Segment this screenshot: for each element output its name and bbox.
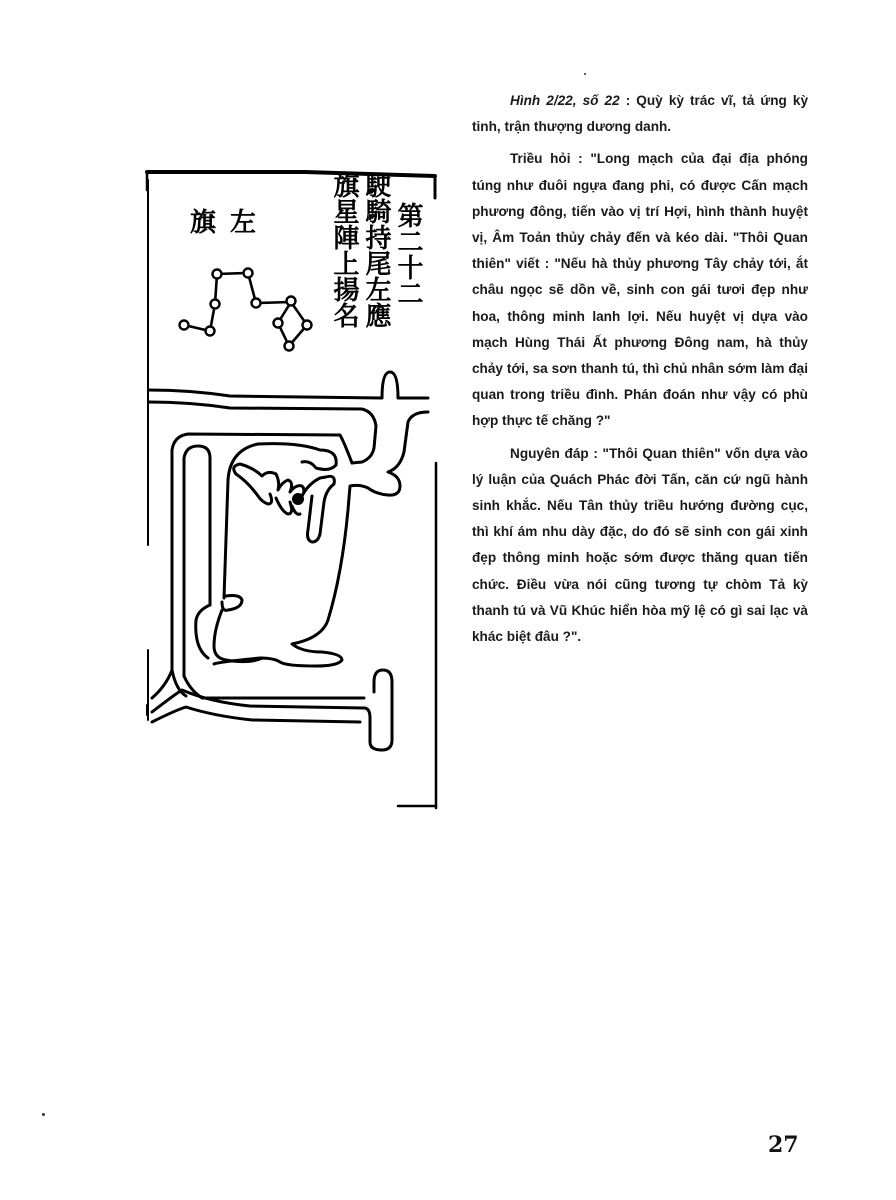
cjk-column-verse-2: 旗星陣上揚名: [329, 172, 359, 328]
paragraph-answer: Nguyên đáp : "Thôi Quan thiên" vốn dựa vào lý luận của Quách Phác đời Tấn, căn cứ ngũ hành sinh khắc. Nếu Tân thủy triều hướng đường cục, thì khí ám nhu dày đặc, do đó sẽ sinh con gái xinh đẹp thông minh hoặc sớm được thăng quan tiến chức. Điều vừa nói cũng tương tự chòm Tả kỳ thanh tú và Vũ Khúc hiển hòa mỹ lệ có gì sai lạc và khác biệt đâu ?".: [472, 445, 808, 645]
geomancy-figure: [130, 150, 450, 820]
caption-label: Hình 2/22, số 22: [510, 93, 620, 108]
body-text: [472, 88, 808, 656]
burial-point: [292, 493, 304, 505]
cjk-column-verse-1: 駛騎持尾左應: [361, 172, 391, 328]
star-constellation: [180, 269, 312, 351]
scan-speck: [584, 73, 586, 75]
scan-speck: [42, 1113, 45, 1116]
mountain-ridge: [234, 464, 335, 542]
cjk-label-zuo-qi: 旗左: [190, 208, 271, 238]
page-number: 27: [768, 1132, 799, 1158]
figure-caption: [472, 88, 808, 140]
cjk-column-title: 第二十二: [393, 202, 423, 306]
water-channels: [149, 372, 428, 750]
caption-body: : Quỳ kỳ trác vĩ, tả ứng kỳ tinh, trận thượng dương danh.: [472, 93, 809, 135]
paragraph-question: Triều hỏi : "Long mạch của đại địa phóng túng như đuôi ngựa đang phi, có được Cấn mạch phương đông, tiến vào vị trí Hợi, hình thành huyệt vị, Âm Toản thủy chảy đến và kéo dài. "Thôi Quan thiên" viết : "Nếu hà thủy phương Tây chảy tới, ắt châu ngọc sẽ dồn về, sinh con gái tươi đẹp như hoa, thông minh lanh lợi. Nếu huyệt vị dựa vào mạch Hùng Thái Ất phương Đông nam, hà thủy chảy tới, sa sơn thanh tú, thì chủ nhân sớm làm đại quan trong triều đình. Phán đoán như vậy có phù hợp thực tế chăng ?": [472, 151, 808, 429]
